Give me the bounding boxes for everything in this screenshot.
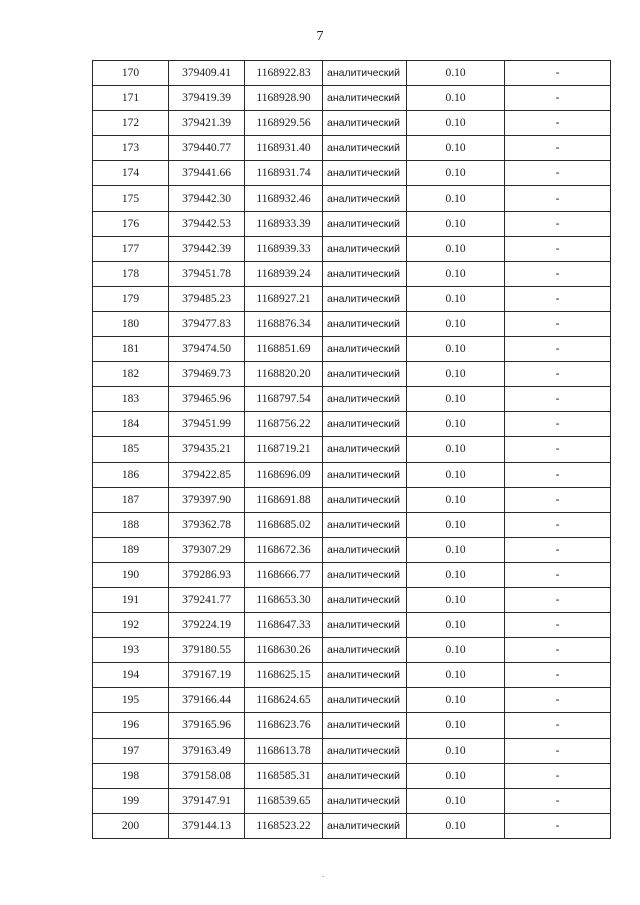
accuracy-cell: 0.10	[407, 613, 505, 638]
table-row	[93, 788, 611, 813]
method-cell: аналитический	[323, 638, 407, 663]
table-row	[93, 437, 611, 462]
accuracy-cell: 0.10	[407, 261, 505, 286]
table-row	[93, 663, 611, 688]
point-number-cell: 198	[93, 763, 169, 788]
x-coordinate-cell: 379465.96	[169, 387, 245, 412]
point-number-cell: 192	[93, 613, 169, 638]
point-number-cell: 177	[93, 236, 169, 261]
note-cell: -	[505, 788, 611, 813]
table-row	[93, 512, 611, 537]
table-row	[93, 86, 611, 111]
accuracy-cell: 0.10	[407, 813, 505, 838]
x-coordinate-cell: 379419.39	[169, 86, 245, 111]
y-coordinate-cell: 1168666.77	[245, 562, 323, 587]
table-row	[93, 813, 611, 838]
note-cell: -	[505, 688, 611, 713]
x-coordinate-cell: 379442.39	[169, 236, 245, 261]
accuracy-cell: 0.10	[407, 788, 505, 813]
accuracy-cell: 0.10	[407, 688, 505, 713]
x-coordinate-cell: 379397.90	[169, 487, 245, 512]
x-coordinate-cell: 379144.13	[169, 813, 245, 838]
method-cell: аналитический	[323, 337, 407, 362]
point-number-cell: 175	[93, 186, 169, 211]
method-cell: аналитический	[323, 111, 407, 136]
y-coordinate-cell: 1168929.56	[245, 111, 323, 136]
table-row	[93, 713, 611, 738]
accuracy-cell: 0.10	[407, 462, 505, 487]
scan-speck	[322, 876, 324, 877]
y-coordinate-cell: 1168625.15	[245, 663, 323, 688]
table-row	[93, 311, 611, 336]
y-coordinate-cell: 1168696.09	[245, 462, 323, 487]
point-number-cell: 196	[93, 713, 169, 738]
note-cell: -	[505, 663, 611, 688]
method-cell: аналитический	[323, 186, 407, 211]
table-row	[93, 362, 611, 387]
table-row	[93, 487, 611, 512]
accuracy-cell: 0.10	[407, 738, 505, 763]
accuracy-cell: 0.10	[407, 512, 505, 537]
method-cell: аналитический	[323, 236, 407, 261]
x-coordinate-cell: 379469.73	[169, 362, 245, 387]
accuracy-cell: 0.10	[407, 61, 505, 86]
y-coordinate-cell: 1168922.83	[245, 61, 323, 86]
x-coordinate-cell: 379409.41	[169, 61, 245, 86]
method-cell: аналитический	[323, 562, 407, 587]
point-number-cell: 197	[93, 738, 169, 763]
note-cell: -	[505, 161, 611, 186]
x-coordinate-cell: 379286.93	[169, 562, 245, 587]
note-cell: -	[505, 562, 611, 587]
point-number-cell: 170	[93, 61, 169, 86]
table-row	[93, 236, 611, 261]
table-row	[93, 111, 611, 136]
y-coordinate-cell: 1168931.40	[245, 136, 323, 161]
accuracy-cell: 0.10	[407, 236, 505, 261]
accuracy-cell: 0.10	[407, 211, 505, 236]
method-cell: аналитический	[323, 512, 407, 537]
note-cell: -	[505, 638, 611, 663]
method-cell: аналитический	[323, 161, 407, 186]
point-number-cell: 184	[93, 412, 169, 437]
method-cell: аналитический	[323, 537, 407, 562]
accuracy-cell: 0.10	[407, 763, 505, 788]
table-row	[93, 186, 611, 211]
note-cell: -	[505, 311, 611, 336]
note-cell: -	[505, 236, 611, 261]
point-number-cell: 193	[93, 638, 169, 663]
y-coordinate-cell: 1168539.65	[245, 788, 323, 813]
x-coordinate-cell: 379451.99	[169, 412, 245, 437]
note-cell: -	[505, 487, 611, 512]
accuracy-cell: 0.10	[407, 311, 505, 336]
accuracy-cell: 0.10	[407, 437, 505, 462]
note-cell: -	[505, 437, 611, 462]
y-coordinate-cell: 1168876.34	[245, 311, 323, 336]
note-cell: -	[505, 86, 611, 111]
x-coordinate-cell: 379163.49	[169, 738, 245, 763]
method-cell: аналитический	[323, 788, 407, 813]
note-cell: -	[505, 111, 611, 136]
accuracy-cell: 0.10	[407, 186, 505, 211]
method-cell: аналитический	[323, 813, 407, 838]
y-coordinate-cell: 1168624.65	[245, 688, 323, 713]
x-coordinate-cell: 379158.08	[169, 763, 245, 788]
point-number-cell: 200	[93, 813, 169, 838]
table-row	[93, 763, 611, 788]
note-cell: -	[505, 613, 611, 638]
table-row	[93, 136, 611, 161]
accuracy-cell: 0.10	[407, 161, 505, 186]
table-row	[93, 286, 611, 311]
method-cell: аналитический	[323, 86, 407, 111]
accuracy-cell: 0.10	[407, 638, 505, 663]
point-number-cell: 190	[93, 562, 169, 587]
table-row	[93, 61, 611, 86]
point-number-cell: 181	[93, 337, 169, 362]
x-coordinate-cell: 379441.66	[169, 161, 245, 186]
coordinates-table	[92, 60, 611, 839]
accuracy-cell: 0.10	[407, 111, 505, 136]
y-coordinate-cell: 1168820.20	[245, 362, 323, 387]
note-cell: -	[505, 136, 611, 161]
accuracy-cell: 0.10	[407, 713, 505, 738]
x-coordinate-cell: 379477.83	[169, 311, 245, 336]
point-number-cell: 194	[93, 663, 169, 688]
x-coordinate-cell: 379442.30	[169, 186, 245, 211]
y-coordinate-cell: 1168797.54	[245, 387, 323, 412]
accuracy-cell: 0.10	[407, 487, 505, 512]
point-number-cell: 180	[93, 311, 169, 336]
x-coordinate-cell: 379442.53	[169, 211, 245, 236]
x-coordinate-cell: 379307.29	[169, 537, 245, 562]
point-number-cell: 186	[93, 462, 169, 487]
x-coordinate-cell: 379440.77	[169, 136, 245, 161]
table-row	[93, 387, 611, 412]
accuracy-cell: 0.10	[407, 537, 505, 562]
method-cell: аналитический	[323, 136, 407, 161]
table-row	[93, 412, 611, 437]
x-coordinate-cell: 379180.55	[169, 638, 245, 663]
x-coordinate-cell: 379224.19	[169, 613, 245, 638]
accuracy-cell: 0.10	[407, 562, 505, 587]
accuracy-cell: 0.10	[407, 412, 505, 437]
note-cell: -	[505, 738, 611, 763]
note-cell: -	[505, 713, 611, 738]
method-cell: аналитический	[323, 688, 407, 713]
accuracy-cell: 0.10	[407, 587, 505, 612]
point-number-cell: 199	[93, 788, 169, 813]
note-cell: -	[505, 337, 611, 362]
x-coordinate-cell: 379474.50	[169, 337, 245, 362]
note-cell: -	[505, 211, 611, 236]
table-row	[93, 738, 611, 763]
y-coordinate-cell: 1168939.33	[245, 236, 323, 261]
accuracy-cell: 0.10	[407, 286, 505, 311]
x-coordinate-cell: 379362.78	[169, 512, 245, 537]
method-cell: аналитический	[323, 412, 407, 437]
method-cell: аналитический	[323, 738, 407, 763]
y-coordinate-cell: 1168585.31	[245, 763, 323, 788]
y-coordinate-cell: 1168933.39	[245, 211, 323, 236]
x-coordinate-cell: 379435.21	[169, 437, 245, 462]
note-cell: -	[505, 462, 611, 487]
y-coordinate-cell: 1168932.46	[245, 186, 323, 211]
x-coordinate-cell: 379485.23	[169, 286, 245, 311]
accuracy-cell: 0.10	[407, 362, 505, 387]
point-number-cell: 179	[93, 286, 169, 311]
x-coordinate-cell: 379421.39	[169, 111, 245, 136]
x-coordinate-cell: 379451.78	[169, 261, 245, 286]
point-number-cell: 171	[93, 86, 169, 111]
method-cell: аналитический	[323, 713, 407, 738]
point-number-cell: 195	[93, 688, 169, 713]
note-cell: -	[505, 362, 611, 387]
note-cell: -	[505, 813, 611, 838]
table-row	[93, 462, 611, 487]
method-cell: аналитический	[323, 362, 407, 387]
method-cell: аналитический	[323, 211, 407, 236]
y-coordinate-cell: 1168523.22	[245, 813, 323, 838]
point-number-cell: 182	[93, 362, 169, 387]
table-row	[93, 613, 611, 638]
table-row	[93, 688, 611, 713]
table-row	[93, 261, 611, 286]
x-coordinate-cell: 379166.44	[169, 688, 245, 713]
point-number-cell: 185	[93, 437, 169, 462]
method-cell: аналитический	[323, 311, 407, 336]
y-coordinate-cell: 1168647.33	[245, 613, 323, 638]
note-cell: -	[505, 286, 611, 311]
method-cell: аналитический	[323, 462, 407, 487]
accuracy-cell: 0.10	[407, 337, 505, 362]
note-cell: -	[505, 261, 611, 286]
point-number-cell: 188	[93, 512, 169, 537]
accuracy-cell: 0.10	[407, 387, 505, 412]
note-cell: -	[505, 537, 611, 562]
table-row	[93, 337, 611, 362]
y-coordinate-cell: 1168623.76	[245, 713, 323, 738]
note-cell: -	[505, 587, 611, 612]
y-coordinate-cell: 1168939.24	[245, 261, 323, 286]
note-cell: -	[505, 387, 611, 412]
table-row	[93, 211, 611, 236]
point-number-cell: 187	[93, 487, 169, 512]
point-number-cell: 173	[93, 136, 169, 161]
table-row	[93, 161, 611, 186]
note-cell: -	[505, 763, 611, 788]
table-row	[93, 562, 611, 587]
y-coordinate-cell: 1168691.88	[245, 487, 323, 512]
method-cell: аналитический	[323, 61, 407, 86]
table-row	[93, 537, 611, 562]
x-coordinate-cell: 379241.77	[169, 587, 245, 612]
method-cell: аналитический	[323, 261, 407, 286]
method-cell: аналитический	[323, 387, 407, 412]
method-cell: аналитический	[323, 487, 407, 512]
y-coordinate-cell: 1168685.02	[245, 512, 323, 537]
y-coordinate-cell: 1168672.36	[245, 537, 323, 562]
note-cell: -	[505, 186, 611, 211]
x-coordinate-cell: 379167.19	[169, 663, 245, 688]
point-number-cell: 189	[93, 537, 169, 562]
method-cell: аналитический	[323, 763, 407, 788]
method-cell: аналитический	[323, 286, 407, 311]
y-coordinate-cell: 1168927.21	[245, 286, 323, 311]
y-coordinate-cell: 1168851.69	[245, 337, 323, 362]
note-cell: -	[505, 61, 611, 86]
point-number-cell: 178	[93, 261, 169, 286]
y-coordinate-cell: 1168719.21	[245, 437, 323, 462]
y-coordinate-cell: 1168613.78	[245, 738, 323, 763]
x-coordinate-cell: 379147.91	[169, 788, 245, 813]
y-coordinate-cell: 1168630.26	[245, 638, 323, 663]
page-number: 7	[316, 29, 324, 44]
accuracy-cell: 0.10	[407, 86, 505, 111]
note-cell: -	[505, 412, 611, 437]
table-row	[93, 638, 611, 663]
point-number-cell: 176	[93, 211, 169, 236]
y-coordinate-cell: 1168931.74	[245, 161, 323, 186]
method-cell: аналитический	[323, 437, 407, 462]
point-number-cell: 183	[93, 387, 169, 412]
y-coordinate-cell: 1168756.22	[245, 412, 323, 437]
coordinates-table-body	[93, 61, 611, 839]
point-number-cell: 172	[93, 111, 169, 136]
y-coordinate-cell: 1168653.30	[245, 587, 323, 612]
method-cell: аналитический	[323, 613, 407, 638]
x-coordinate-cell: 379165.96	[169, 713, 245, 738]
point-number-cell: 191	[93, 587, 169, 612]
accuracy-cell: 0.10	[407, 136, 505, 161]
x-coordinate-cell: 379422.85	[169, 462, 245, 487]
y-coordinate-cell: 1168928.90	[245, 86, 323, 111]
method-cell: аналитический	[323, 587, 407, 612]
table-row	[93, 587, 611, 612]
note-cell: -	[505, 512, 611, 537]
point-number-cell: 174	[93, 161, 169, 186]
method-cell: аналитический	[323, 663, 407, 688]
accuracy-cell: 0.10	[407, 663, 505, 688]
